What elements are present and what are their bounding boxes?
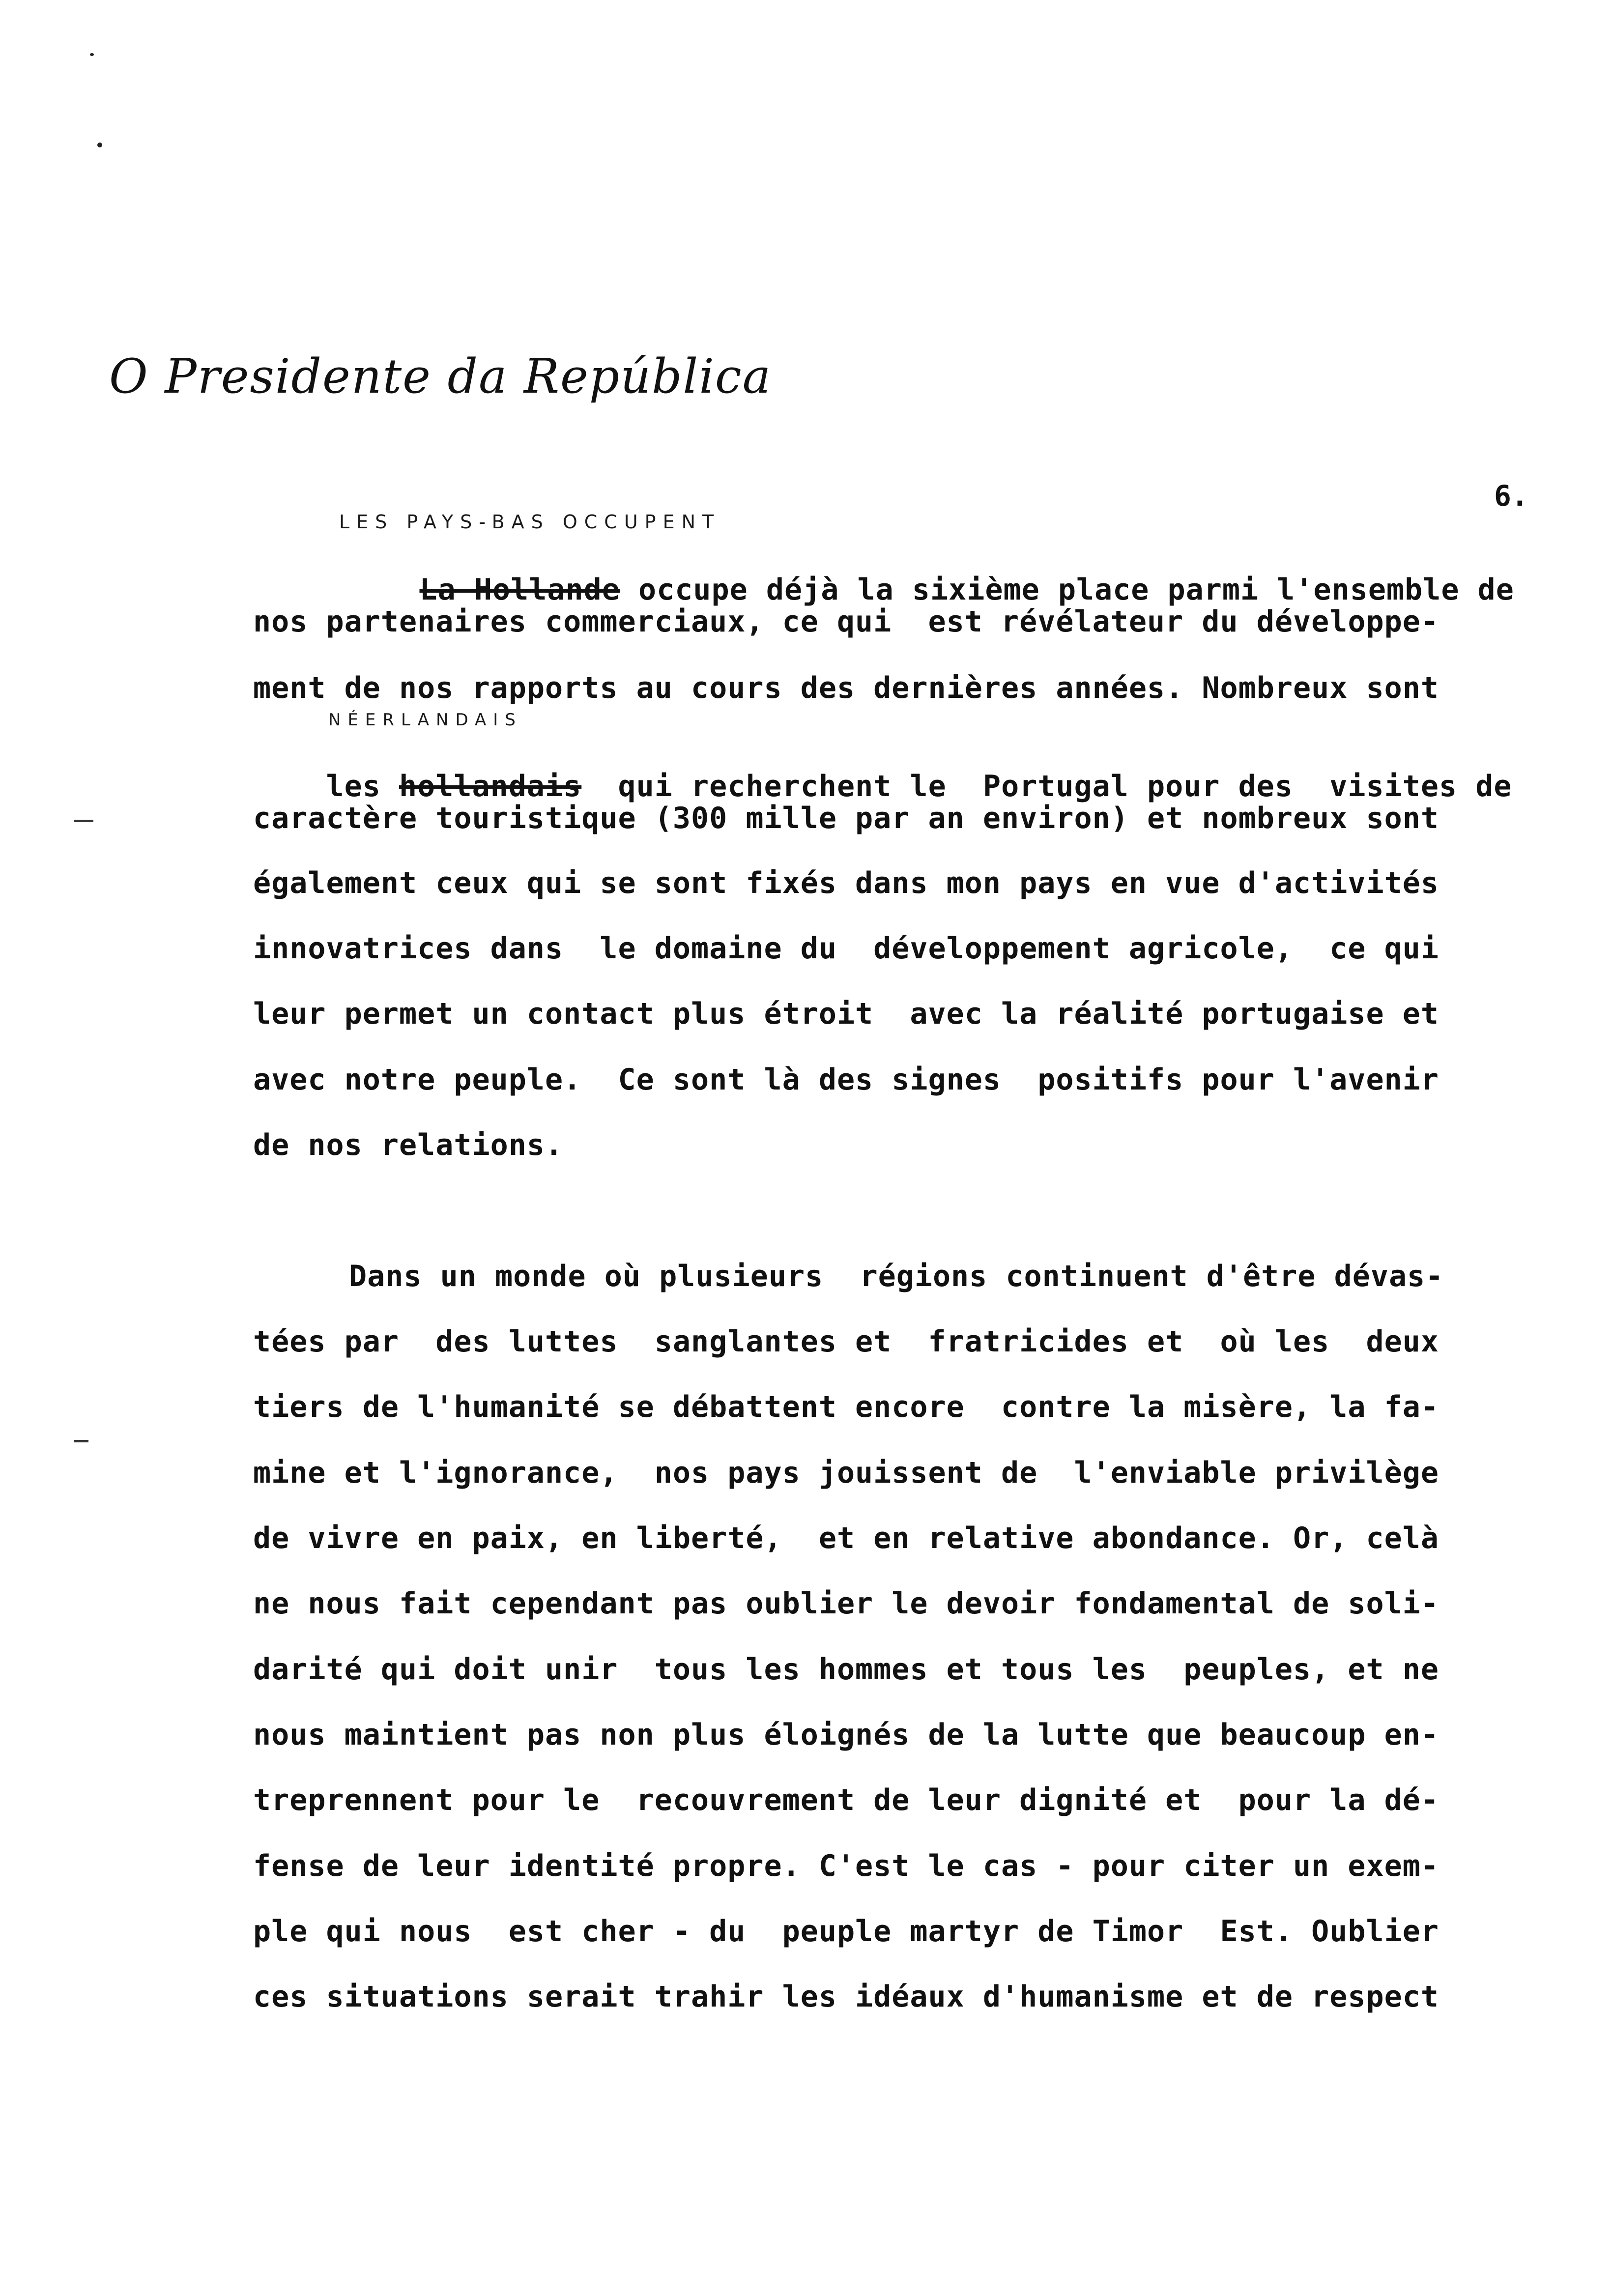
paragraph-1-line-2: nos partenaires commerciaux, ce qui est révélateur du développe- [253, 604, 1439, 639]
margin-mark [74, 820, 93, 822]
paragraph-2-line-6: ne nous fait cependant pas oublier le devoir fondamental de soli- [253, 1586, 1439, 1621]
paragraph-1-line-5: caractère touristique (300 mille par an environ) et nombreux sont [253, 801, 1439, 835]
page-number: 6. [1494, 479, 1528, 513]
struck-text: hollandais [399, 769, 582, 804]
paragraph-1-line-3: ment de nos rapports au cours des dernières années. Nombreux sont [253, 671, 1439, 705]
paragraph-2-line-11: ple qui nous est cher - du peuple martyr de Timor Est. Oublier [253, 1914, 1439, 1949]
paragraph-1-line-8: leur permet un contact plus étroit avec la réalité portugaise et [253, 997, 1439, 1031]
paragraph-2-line-3: tiers de l'humanité se débattent encore contre la misère, la fa- [253, 1390, 1439, 1424]
line-prefix: les [326, 769, 399, 804]
paragraph-2-line-12: ces situations serait trahir les idéaux d'humanisme et de respect [253, 1980, 1439, 2014]
line-text: qui recherchent le Portugal pour des visites de [581, 769, 1512, 804]
paragraph-2-line-9: treprennent pour le recouvrement de leur dignité et pour la dé- [253, 1783, 1439, 1817]
struck-text: La Hollande [419, 573, 620, 607]
scan-speck [90, 53, 94, 56]
line-text: occupe déjà la sixième place parmi l'ensemble de [620, 573, 1514, 607]
margin-mark [74, 1440, 88, 1442]
paragraph-1-line-9: avec notre peuple. Ce sont là des signes positifs pour l'avenir [253, 1062, 1439, 1097]
paragraph-2-line-5: de vivre en paix, en liberté, et en relative abondance. Or, celà [253, 1521, 1439, 1555]
letterhead-title: O Presidente da República [109, 349, 772, 404]
handwritten-insert-2: NÉERLANDAIS [328, 710, 522, 730]
handwritten-insert-1: LES PAYS-BAS OCCUPENT [339, 511, 721, 533]
paragraph-2-line-8: nous maintient pas non plus éloignés de la lutte que beaucoup en- [253, 1718, 1439, 1752]
paragraph-1-line-6: également ceux qui se sont fixés dans mon pays en vue d'activités [253, 866, 1439, 900]
paragraph-2-line-7: darité qui doit unir tous les hommes et tous les peuples, et ne [253, 1652, 1439, 1687]
scan-speck [97, 143, 102, 147]
paragraph-1-line-7: innovatrices dans le domaine du développement agricole, ce qui [253, 931, 1439, 966]
paragraph-2-line-2: tées par des luttes sanglantes et fratricides et où les deux [253, 1324, 1439, 1359]
paragraph-1-line-10: de nos relations. [253, 1128, 564, 1162]
paragraph-2-line-1: Dans un monde où plusieurs régions continuent d'être dévas- [349, 1259, 1444, 1293]
paragraph-2-line-10: fense de leur identité propre. C'est le cas - pour citer un exem- [253, 1849, 1439, 1883]
paragraph-2-line-4: mine et l'ignorance, nos pays jouissent de l'enviable privilège [253, 1456, 1439, 1490]
